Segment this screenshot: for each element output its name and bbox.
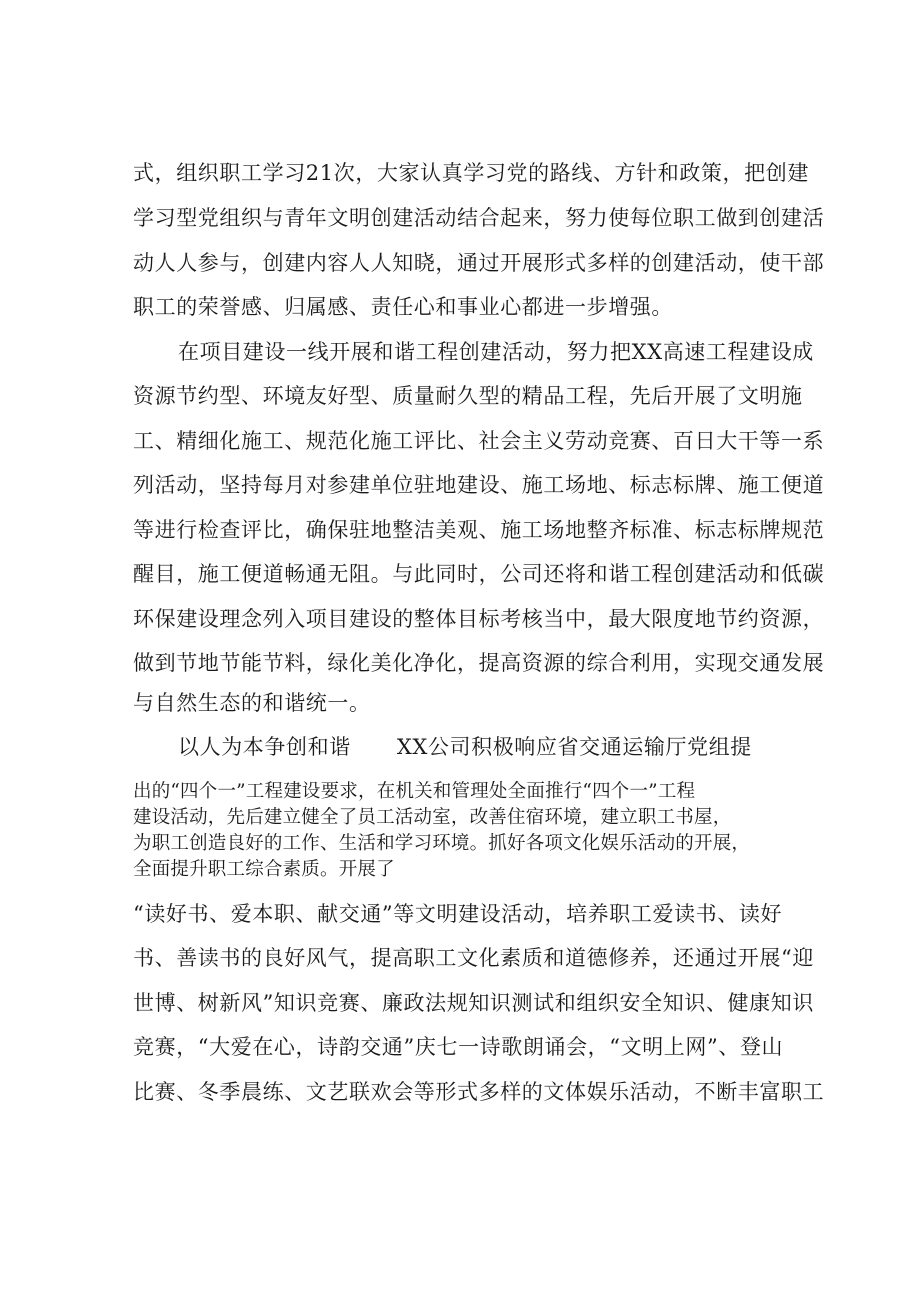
paragraph-1-line-3: 动人人参与，创建内容人人知晓，通过开展形式多样的创建活动，使干部 <box>133 251 825 275</box>
paragraph-1-line-1: 式，组织职工学习21次，大家认真学习党的路线、方针和政策，把创建 <box>133 161 809 185</box>
section-heading: 以人为本争创和谐 <box>178 735 351 759</box>
paragraph-3-line-5: 竞赛，“大爱在心，诗韵交通”庆七一诗歌朗诵会，“文明上网”、登山 <box>133 1035 784 1059</box>
paragraph-2-line-7: 环保建设理念列入项目建设的整体目标考核当中，最大限度地节约资源， <box>133 607 825 631</box>
paragraph-2-line-1: 在项目建设一线开展和谐工程创建活动，努力把XX高速工程建设成 <box>178 340 814 364</box>
paragraph-1-line-4: 职工的荣誉感、归属感、责任心和事业心都进一步增强。 <box>133 295 673 319</box>
paragraph-2-line-4: 列活动，坚持每月对参建单位驻地建设、施工场地、标志标牌、施工便道 <box>133 473 825 497</box>
paragraph-2-line-5: 等进行检查评比，确保驻地整洁美观、施工场地整齐标准、标志标牌规范 <box>133 518 825 542</box>
paragraph-3-dense-line-2: 建设活动，先后建立健全了员工活动室，改善住宿环境，建立职工书屋， <box>133 807 732 828</box>
paragraph-3-dense-line-3: 为职工创造良好的工作、生活和学习环境。抓好各项文化娱乐活动的开展， <box>133 833 751 854</box>
paragraph-2-line-2: 资源节约型、环境友好型、质量耐久型的精品工程，先后开展了文明施 <box>133 384 803 408</box>
paragraph-3-dense-line-1: 出的“四个一”工程建设要求，在机关和管理处全面推行“四个一”工程 <box>133 781 696 802</box>
paragraph-1-line-2: 学习型党组织与青年文明创建活动结合起来，努力使每位职工做到创建活 <box>133 206 825 230</box>
paragraph-3-line-6: 比赛、冬季晨练、文艺联欢会等形式多样的文体娱乐活动，不断丰富职工 <box>133 1080 825 1104</box>
paragraph-3-line-1 <box>178 734 752 760</box>
paragraph-3-lead: XX公司积极响应省交通运输厅党组提 <box>396 735 752 759</box>
paragraph-3-dense-line-4: 全面提升职工综合素质。开展了 <box>133 859 395 880</box>
paragraph-3-line-4: 世博、树新风”知识竞赛、廉政法规知识测试和组织安全知识、健康知识 <box>133 991 814 1015</box>
paragraph-2-line-8: 做到节地节能节料，绿化美化净化，提高资源的综合利用，实现交通发展 <box>133 651 825 675</box>
paragraph-2-line-3: 工、精细化施工、规范化施工评比、社会主义劳动竞赛、百日大干等一系 <box>133 429 825 453</box>
paragraph-2-line-9: 与自然生态的和谐统一。 <box>133 691 371 715</box>
paragraph-2-line-6: 醒目，施工便道畅通无阻。与此同时，公司还将和谐工程创建活动和低碳 <box>133 562 825 586</box>
paragraph-3-line-2: “读好书、爱本职、献交通”等文明建设活动，培养职工爱读书、读好 <box>133 902 783 926</box>
paragraph-3-line-3: 书、善读书的良好风气，提高职工文化素质和道德修养，还通过开展“迎 <box>133 946 814 970</box>
